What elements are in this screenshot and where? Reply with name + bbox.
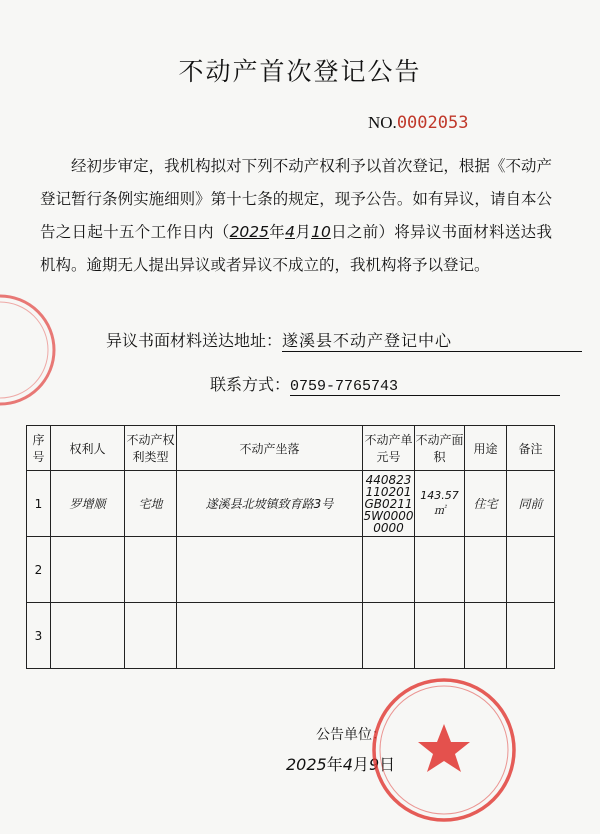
cell-note: 同前	[507, 471, 555, 537]
cell-location	[177, 603, 363, 669]
header-location: 不动产坐落	[177, 426, 363, 471]
cell-usage	[465, 603, 507, 669]
notice-text-part1: 经初步审定，我机构拟对下列不动产权利予以首次登记，根据《不动产登记暂行条例实施细则》第十七条的规定，现予公告。如有异议，请自本公告之日起十五个工作日内（	[40, 157, 552, 241]
header-right-type: 不动产权利类型	[125, 426, 177, 471]
doc-no-value: 0002053	[396, 113, 469, 133]
cell-location	[177, 537, 363, 603]
contact-info	[210, 372, 560, 396]
issue-year-label: 年	[326, 755, 343, 774]
cell-right-type	[125, 537, 177, 603]
deadline-year: 2025	[229, 223, 270, 241]
cell-right-type	[125, 603, 177, 669]
header-area: 不动产面积	[415, 426, 465, 471]
header-owner: 权利人	[51, 426, 125, 471]
cell-area	[415, 537, 465, 603]
address-label: 异议书面材料送达地址：	[106, 331, 283, 350]
issue-month: 4	[342, 755, 353, 774]
issuing-unit-label: 公告单位：	[316, 727, 386, 743]
star-icon	[418, 724, 470, 772]
table-header-row	[27, 426, 555, 471]
cell-note	[507, 603, 555, 669]
cell-note	[507, 537, 555, 603]
registration-table	[26, 425, 555, 669]
header-note: 备注	[507, 426, 555, 471]
notice-text-part2: 日之前）将异议书面材料送达我机构。逾期无人提出异议或者异议不成立的，我机构将予以登记。	[40, 223, 552, 274]
notice-paragraph	[40, 150, 552, 282]
table-row	[27, 471, 555, 537]
cell-no: 2	[27, 537, 51, 603]
cell-no: 3	[27, 603, 51, 669]
official-seal	[370, 676, 518, 824]
issue-month-label: 月	[352, 755, 369, 774]
cell-usage	[465, 537, 507, 603]
page-title: 不动产首次登记公告	[178, 57, 422, 86]
address-value: 遂溪县不动产登记中心	[282, 328, 582, 352]
partial-seal-left	[0, 290, 60, 410]
header-unit-no: 不动产单元号	[363, 426, 415, 471]
table-row	[27, 603, 555, 669]
header-no: 序号	[27, 426, 51, 471]
cell-area	[415, 603, 465, 669]
cell-unit-no	[363, 537, 415, 603]
cell-unit-no: 440823110201GB02115W00000000	[363, 472, 414, 535]
issue-year: 2025	[286, 755, 327, 774]
deadline-month-label: 月	[294, 223, 312, 241]
deadline-day: 10	[311, 223, 331, 241]
table-row	[27, 537, 555, 603]
objection-address	[106, 328, 582, 352]
deadline-month: 4	[285, 223, 295, 241]
cell-no: 1	[27, 471, 51, 537]
cell-area: 143.57㎡	[415, 471, 465, 537]
issue-day-label: 日	[379, 755, 396, 774]
contact-label: 联系方式：	[210, 375, 291, 394]
deadline-year-label: 年	[269, 223, 286, 241]
cell-right-type: 宅地	[125, 471, 177, 537]
issue-day: 9	[368, 755, 380, 774]
doc-no-prefix: NO.	[368, 113, 397, 132]
cell-owner: 罗增顺	[51, 471, 125, 537]
cell-location: 遂溪县北坡镇致育路3号	[177, 471, 363, 537]
cell-usage: 住宅	[465, 471, 507, 537]
document-number	[368, 113, 468, 133]
header-usage: 用途	[465, 426, 507, 471]
cell-owner	[51, 603, 125, 669]
cell-owner	[51, 537, 125, 603]
contact-value: 0759-7765743	[290, 378, 560, 396]
cell-unit-no	[363, 603, 415, 669]
